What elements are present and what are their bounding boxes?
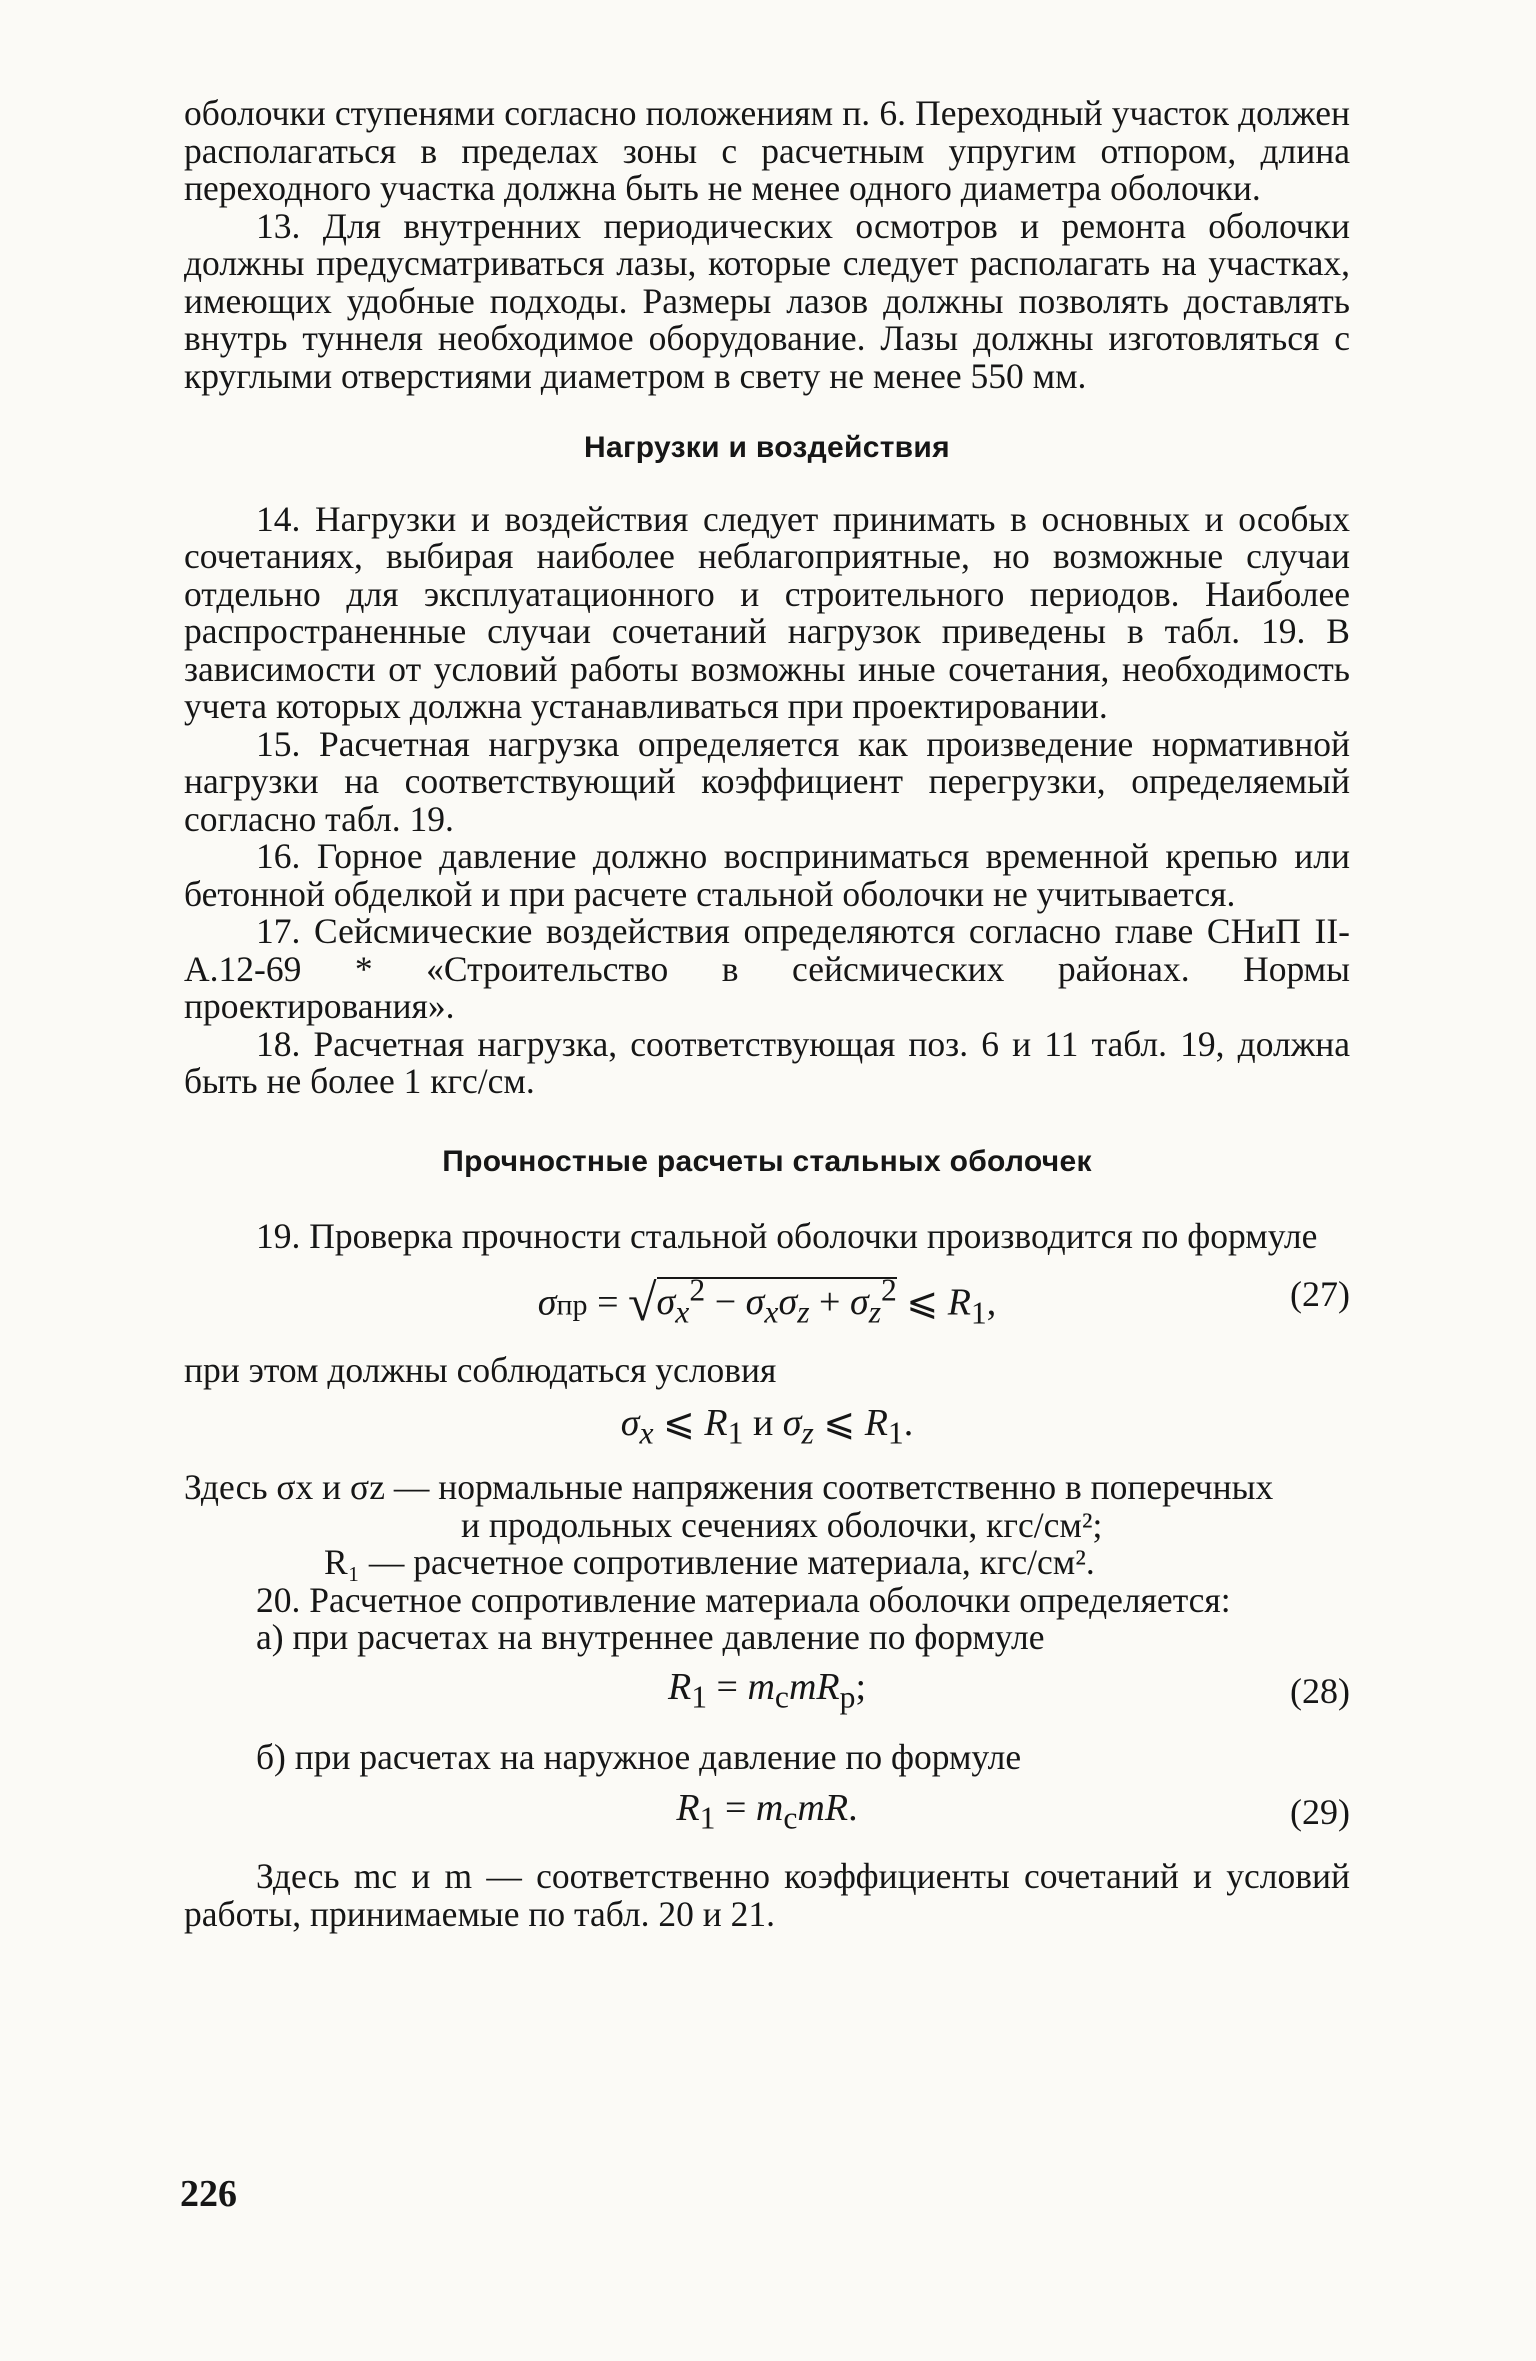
- formula-28-number: (28): [1290, 1670, 1350, 1711]
- note-sigma: [184, 1469, 1350, 1582]
- formula-29-body: $R_1 = m_сmR$.: [676, 1787, 858, 1836]
- paragraph-13: 13. Для внутренних периодических осмотров и ремонта оболочки должны предусматриваться лазы, которые следует располагать на участках, имеющих удобные подходы. Размеры лазов должны позволять доставлять внутрь туннеля необходимое оборудование. Лазы должны изготовляться с круглыми отверстиями диаметром в свету не менее 550 мм.: [184, 205, 1350, 396]
- formula-28: [184, 1663, 1350, 1727]
- formula-27: [184, 1266, 1350, 1334]
- note-mc: Здесь mс и m — соответственно коэффициенты сочетаний и условий работы, принимаемые по табл. 20 и 21.: [184, 1856, 1350, 1934]
- paragraph-19-after: при этом должны соблюдаться условия: [184, 1349, 777, 1390]
- paragraph-20a: а) при расчетах на внутреннее давление по формуле: [256, 1617, 1045, 1657]
- paragraph-17: 17. Сейсмические воздействия определяются согласно главе СНиП II-А.12-69 * «Строительство в сейсмических районах. Нормы проектирования».: [184, 911, 1350, 1026]
- note-sigma-lead: Здесь σx и σz — нормальные напряжения соответственно в поперечных: [184, 1467, 1274, 1507]
- paragraph-19: 19. Проверка прочности стальной оболочки производится по формуле: [256, 1216, 1318, 1256]
- paragraph-14: 14. Нагрузки и воздействия следует принимать в основных и особых сочетаниях, выбирая наиболее неблагоприятные, но возможные случаи отдельно для эксплуатационного и строительного периодов. Наиболее распространенные случаи сочетаний нагрузок приведены в табл. 19. В зависимости от условий работы возможны иные сочетания, необходимость учета которых должна устанавливаться при проектировании.: [184, 498, 1350, 726]
- formula-conditions: [184, 1399, 1350, 1459]
- page-number: 226: [180, 2173, 237, 2215]
- paragraph-16: 16. Горное давление должно восприниматься временной крепью или бетонной обделкой и при расчете стальной оболочки не учитывается.: [184, 836, 1350, 914]
- formula-conditions-body: $\sigma_x$ ⩽ $R_1$ и $\sigma_z$ ⩽ $R_1$.: [620, 1402, 914, 1451]
- note-r1: R₁ — расчетное сопротивление материала, кгс/см².: [324, 1542, 1095, 1582]
- formula-27-number: (27): [1290, 1273, 1350, 1314]
- paragraph-15: 15. Расчетная нагрузка определяется как произведение нормативной нагрузки на соответствующий коэффициент перегрузки, определяемый согласно табл. 19.: [184, 723, 1350, 839]
- page-text: [184, 95, 1350, 1933]
- section-heading-loads: Нагрузки и воздействия: [584, 431, 950, 464]
- formula-27-body: $\sigma пр = √\sigma_x^2 - \sigma_x\sigma_z + \sigma_z^2$ ⩽ $R_1$,: [537, 1272, 997, 1333]
- paragraph-20: 20. Расчетное сопротивление материала оболочки определяется:: [256, 1579, 1231, 1620]
- formula-29: [184, 1784, 1350, 1848]
- formula-28-body: $R_1 = m_сmR_р$;: [667, 1665, 867, 1715]
- paragraph-20b: б) при расчетах на наружное давление по формуле: [256, 1736, 1022, 1777]
- paragraph-12-end: оболочки ступенями согласно положениям п. 6. Переходный участок должен располагаться в пределах зоны с расчетным упругим отпором, длина переходного участка должна быть не менее одного диаметра оболочки.: [184, 93, 1350, 208]
- paragraph-18: 18. Расчетная нагрузка, соответствующая поз. 6 и 11 табл. 19, должна быть не более 1 кгс/см.: [184, 1023, 1350, 1101]
- note-sigma-cont: и продольных сечениях оболочки, кгс/см²;: [461, 1504, 1103, 1545]
- section-heading-strength: Прочностные расчеты стальных оболочек: [442, 1144, 1092, 1178]
- formula-29-number: (29): [1290, 1792, 1350, 1832]
